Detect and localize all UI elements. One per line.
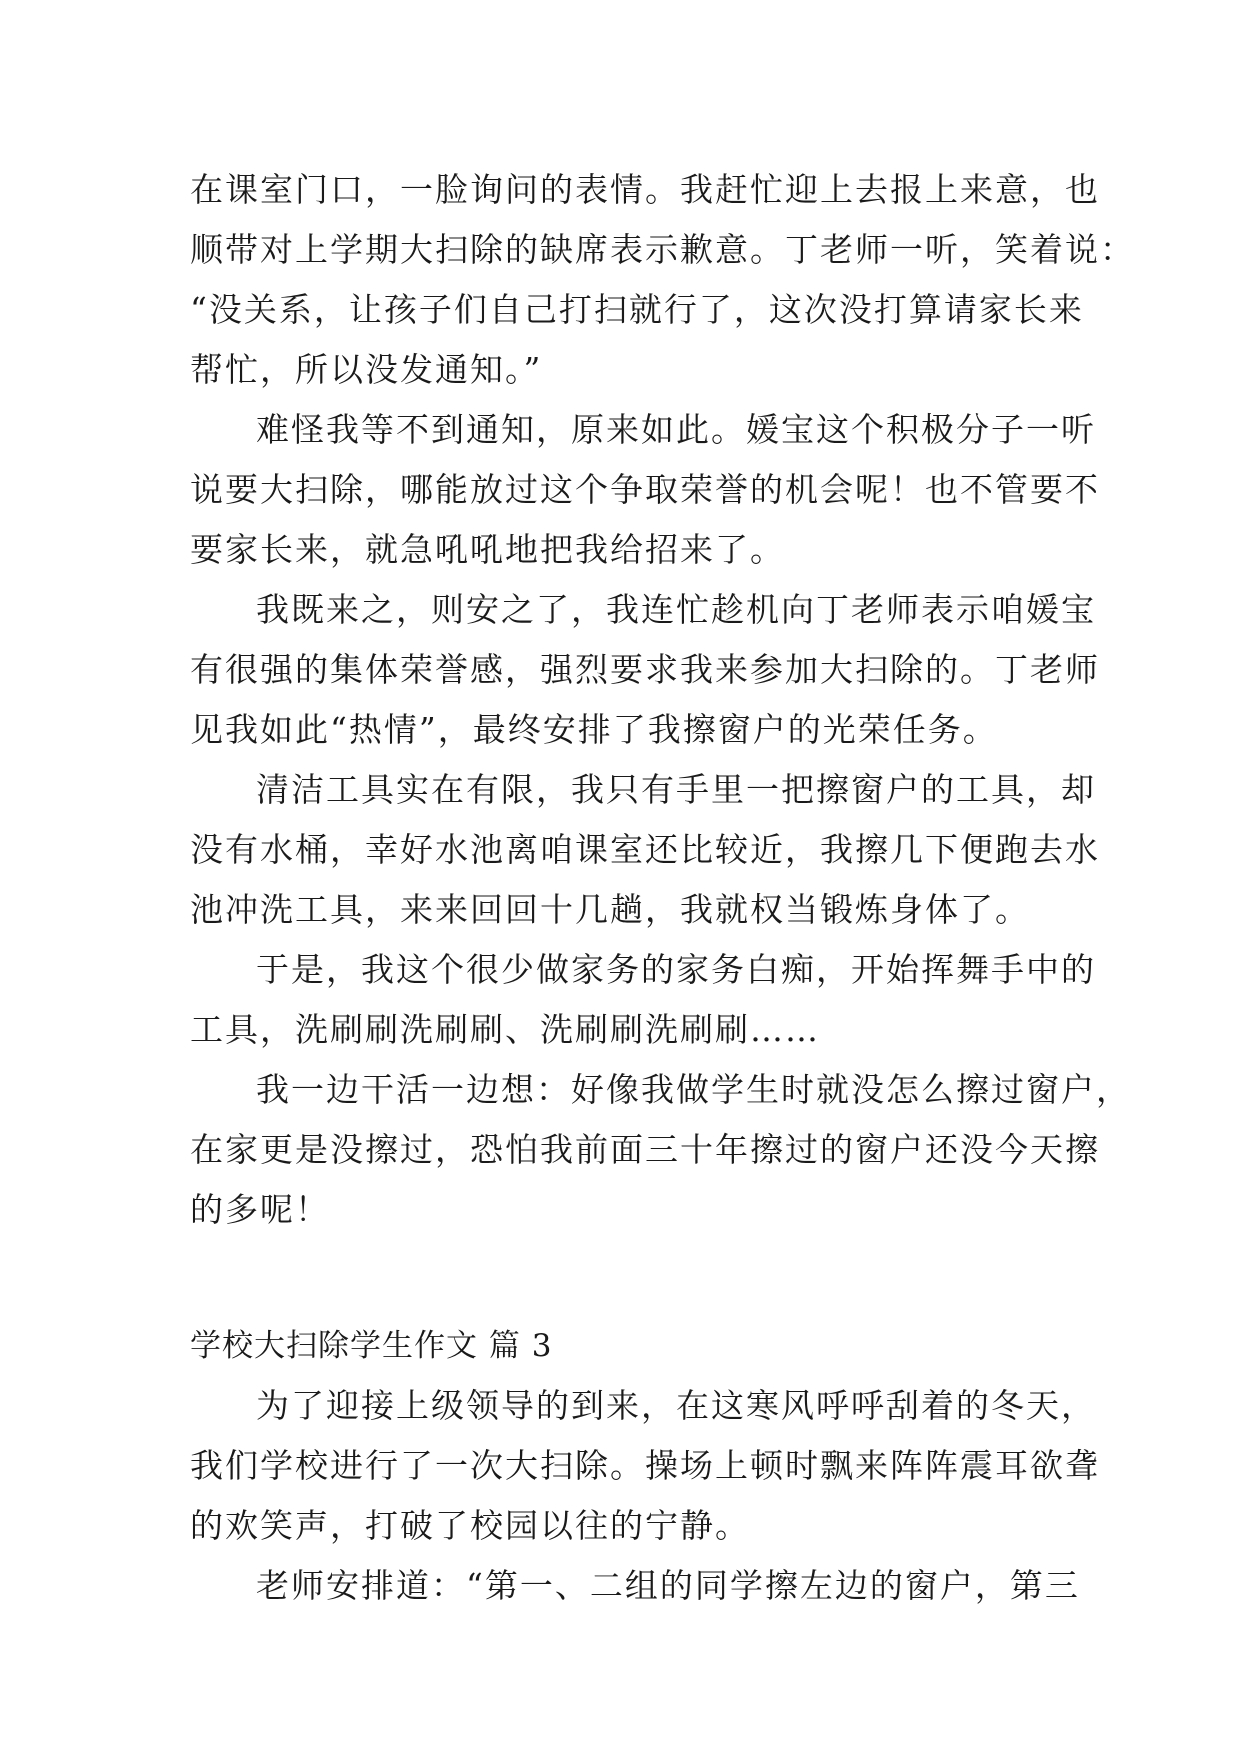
text-line: 我们学校进行了一次大扫除。操场上顿时飘来阵阵震耳欲聋: [190, 1446, 1100, 1485]
text-line: 在课室门口，一脸询问的表情。我赶忙迎上去报上来意，也: [190, 170, 1100, 209]
text-line: 于是，我这个很少做家务的家务白痴，开始挥舞手中的: [256, 950, 1096, 989]
text-line: 帮忙，所以没发通知。”: [190, 350, 543, 389]
text-line: 没有水桶，幸好水池离咱课室还比较近，我擦几下便跑去水: [190, 830, 1100, 869]
text-line: 为了迎接上级领导的到来，在这寒风呼呼刮着的冬天，: [256, 1386, 1096, 1425]
document-page: [190, 160, 1135, 1616]
text-line: 的多呢！: [190, 1190, 330, 1229]
essay-part-1: [190, 160, 1135, 1240]
text-line: “没关系，让孩子们自己打扫就行了，这次没打算请家长来: [190, 290, 1084, 329]
section-gap: [190, 1240, 1060, 1316]
text-line: 有很强的集体荣誉感，强烈要求我来参加大扫除的。丁老师: [190, 650, 1100, 689]
essay-part-2: [190, 1376, 1100, 1616]
text-line: 我既来之，则安之了，我连忙趁机向丁老师表示咱媛宝: [256, 590, 1096, 629]
text-line: 老师安排道：“第一、二组的同学擦左边的窗户，第三: [256, 1566, 1080, 1605]
text-line: 池冲洗工具，来来回回十几趟，我就权当锻炼身体了。: [190, 890, 1030, 929]
text-line: 清洁工具实在有限，我只有手里一把擦窗户的工具，却: [256, 770, 1096, 809]
text-line: 工具，洗刷刷洗刷刷、洗刷刷洗刷刷……: [190, 1010, 820, 1049]
text-line: 难怪我等不到通知，原来如此。媛宝这个积极分子一听: [256, 410, 1096, 449]
section-heading: 学校大扫除学生作文 篇 3: [190, 1328, 553, 1364]
text-line: 我一边干活一边想：好像我做学生时就没怎么擦过窗户，: [256, 1070, 1131, 1109]
text-line: 见我如此“热情”，最终安排了我擦窗户的光荣任务。: [190, 710, 998, 749]
text-line: 在家更是没擦过，恐怕我前面三十年擦过的窗户还没今天擦: [190, 1130, 1100, 1169]
text-line: 的欢笑声，打破了校园以往的宁静。: [190, 1506, 750, 1545]
text-line: 要家长来，就急吼吼地把我给招来了。: [190, 530, 785, 569]
text-line: 说要大扫除，哪能放过这个争取荣誉的机会呢！也不管要不: [190, 470, 1100, 509]
text-line: 顺带对上学期大扫除的缺席表示歉意。丁老师一听，笑着说：: [190, 230, 1135, 269]
